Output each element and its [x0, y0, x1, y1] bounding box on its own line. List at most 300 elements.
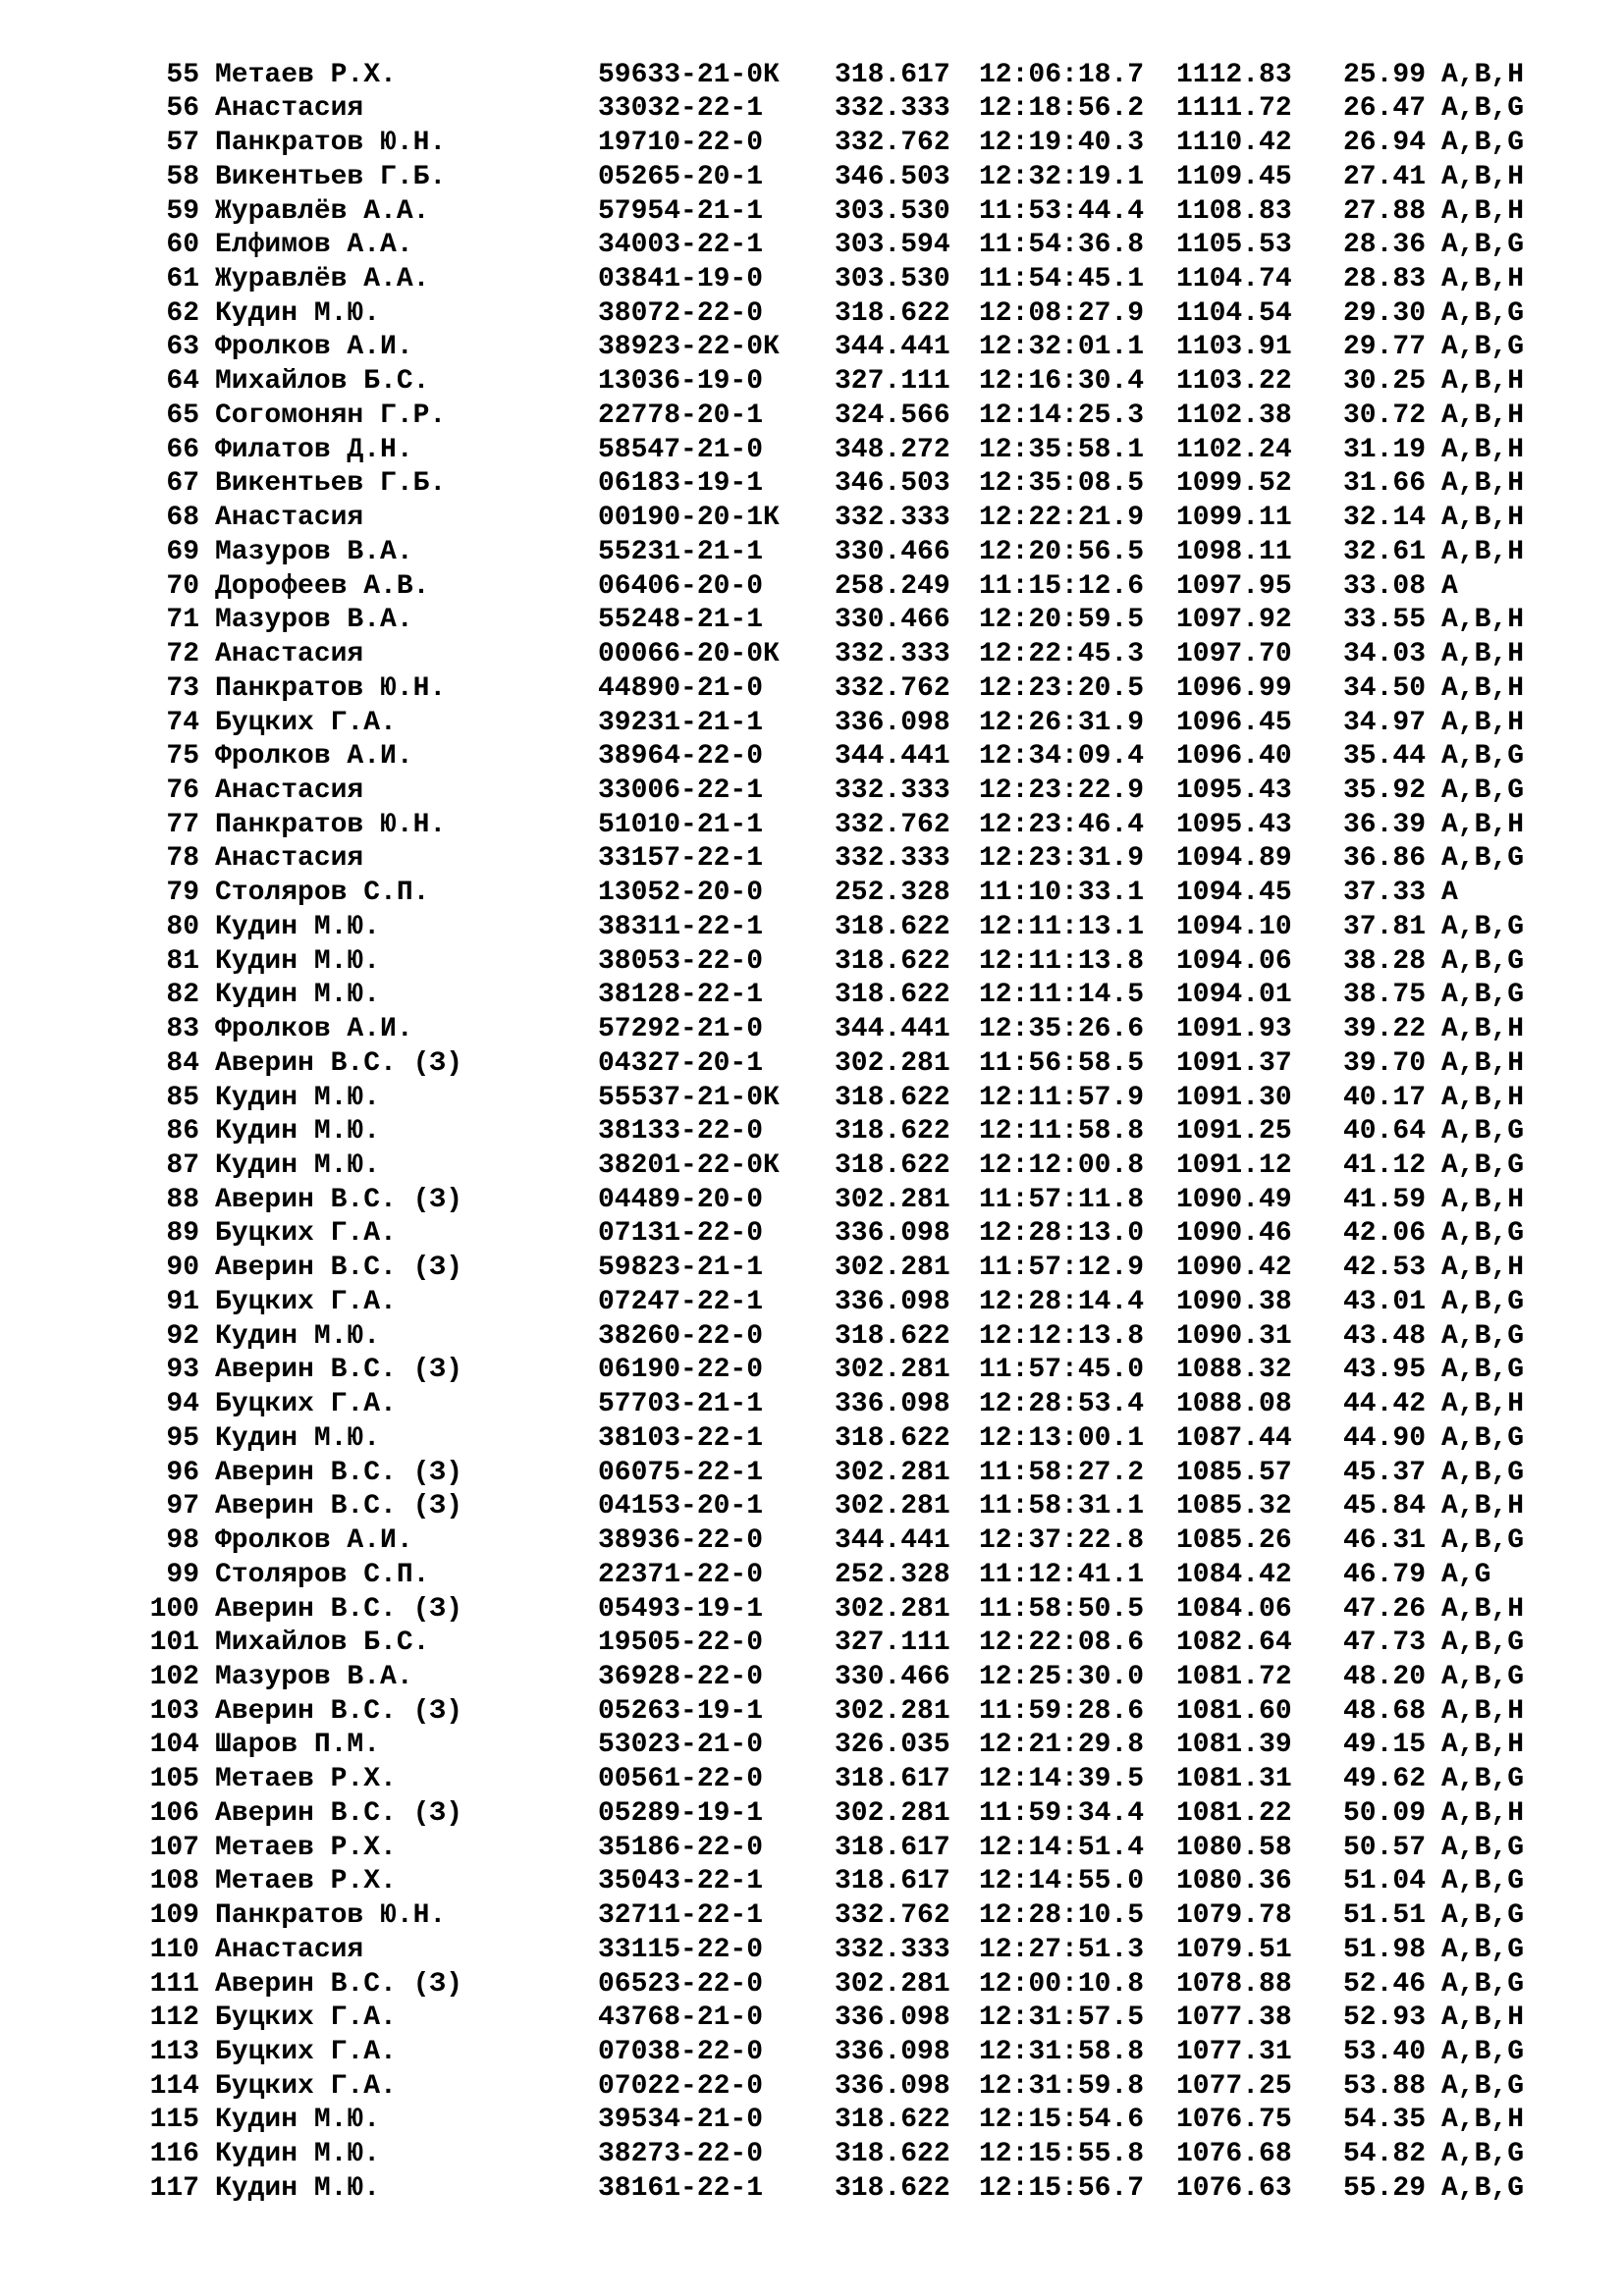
table-row	[0, 92, 1624, 127]
arrival-time: 12:35:58.1	[979, 434, 1145, 465]
arrival-time: 12:23:46.4	[979, 809, 1145, 840]
table-row	[0, 1320, 1624, 1355]
row-number: 90	[166, 1253, 199, 1284]
speed: 1099.11	[1176, 503, 1292, 534]
ring-number: 59633-21-0К	[598, 59, 780, 90]
points: 47.73	[1343, 1628, 1427, 1659]
distance: 336.098	[835, 2070, 950, 2102]
categories: A,B,H	[1441, 264, 1525, 295]
owner-name: Аверин В.С. (З)	[215, 1491, 463, 1522]
categories: A,B,H	[1441, 503, 1525, 534]
arrival-time: 11:58:50.5	[979, 1593, 1145, 1625]
distance: 302.281	[835, 1457, 950, 1488]
table-row	[0, 1457, 1624, 1491]
ring-number: 19505-22-0	[598, 1628, 764, 1659]
row-number: 113	[149, 2036, 199, 2067]
table-row	[0, 1047, 1624, 1082]
categories: A,B,H	[1441, 1491, 1525, 1522]
owner-name: Шаров П.М.	[215, 1730, 381, 1761]
arrival-time: 12:12:00.8	[979, 1150, 1145, 1181]
distance: 302.281	[835, 1695, 950, 1727]
row-number: 61	[166, 264, 199, 295]
speed: 1084.06	[1176, 1593, 1292, 1625]
speed: 1094.10	[1176, 911, 1292, 942]
categories: A,B,G	[1441, 2070, 1525, 2102]
owner-name: Анастасия	[215, 843, 364, 875]
owner-name: Аверин В.С. (З)	[215, 1047, 463, 1079]
ring-number: 38260-22-0	[598, 1320, 764, 1352]
speed: 1105.53	[1176, 230, 1292, 261]
table-row	[0, 945, 1624, 980]
categories: A,B,H	[1441, 434, 1525, 465]
categories: A,B,H	[1441, 59, 1525, 90]
owner-name: Аверин В.С. (З)	[215, 1457, 463, 1488]
row-number: 104	[149, 1730, 199, 1761]
owner-name: Анастасия	[215, 503, 364, 534]
table-row	[0, 1593, 1624, 1628]
categories: A,B,G	[1441, 1628, 1525, 1659]
distance: 252.328	[835, 1559, 950, 1590]
table-row	[0, 1524, 1624, 1559]
points: 49.62	[1343, 1764, 1427, 1795]
owner-name: Аверин В.С. (З)	[215, 1968, 463, 2000]
owner-name: Буцких Г.А.	[215, 707, 397, 738]
speed: 1079.78	[1176, 1900, 1292, 1932]
speed: 1108.83	[1176, 195, 1292, 227]
arrival-time: 11:15:12.6	[979, 570, 1145, 602]
distance: 336.098	[835, 2036, 950, 2067]
points: 48.20	[1343, 1661, 1427, 1692]
owner-name: Кудин М.Ю.	[215, 1116, 381, 1148]
distance: 346.503	[835, 468, 950, 500]
table-row	[0, 1252, 1624, 1286]
points: 29.30	[1343, 297, 1427, 329]
speed: 1085.32	[1176, 1491, 1292, 1522]
arrival-time: 12:28:14.4	[979, 1286, 1145, 1317]
arrival-time: 11:12:41.1	[979, 1559, 1145, 1590]
table-row	[0, 1490, 1624, 1524]
distance: 318.617	[835, 1764, 950, 1795]
distance: 318.617	[835, 1832, 950, 1863]
table-row	[0, 1388, 1624, 1422]
owner-name: Кудин М.Ю.	[215, 980, 381, 1011]
speed: 1103.91	[1176, 332, 1292, 363]
table-row	[0, 1149, 1624, 1184]
table-row	[0, 1695, 1624, 1730]
arrival-time: 12:00:10.8	[979, 1968, 1145, 2000]
arrival-time: 12:15:54.6	[979, 2105, 1145, 2136]
arrival-time: 12:31:59.8	[979, 2070, 1145, 2102]
speed: 1087.44	[1176, 1422, 1292, 1454]
points: 41.12	[1343, 1150, 1427, 1181]
categories: A	[1441, 570, 1458, 602]
points: 42.06	[1343, 1218, 1427, 1250]
arrival-time: 12:21:29.8	[979, 1730, 1145, 1761]
row-number: 106	[149, 1797, 199, 1829]
arrival-time: 12:34:09.4	[979, 741, 1145, 773]
distance: 344.441	[835, 1014, 950, 1045]
table-row	[0, 502, 1624, 536]
points: 43.95	[1343, 1355, 1427, 1386]
arrival-time: 12:37:22.8	[979, 1525, 1145, 1557]
row-number: 89	[166, 1218, 199, 1250]
ring-number: 38273-22-0	[598, 2139, 764, 2170]
distance: 336.098	[835, 707, 950, 738]
owner-name: Викентьев Г.Б.	[215, 468, 447, 500]
arrival-time: 11:59:34.4	[979, 1797, 1145, 1829]
speed: 1076.68	[1176, 2139, 1292, 2170]
speed: 1080.36	[1176, 1866, 1292, 1897]
owner-name: Дорофеев А.В.	[215, 570, 430, 602]
row-number: 115	[149, 2105, 199, 2136]
categories: A,B,H	[1441, 1082, 1525, 1113]
row-number: 110	[149, 1934, 199, 1965]
categories: A,B,H	[1441, 2002, 1525, 2034]
points: 26.47	[1343, 93, 1427, 125]
arrival-time: 12:28:53.4	[979, 1389, 1145, 1420]
points: 42.53	[1343, 1253, 1427, 1284]
categories: A,B,H	[1441, 2105, 1525, 2136]
arrival-time: 12:25:30.0	[979, 1661, 1145, 1692]
table-row	[0, 365, 1624, 400]
table-row	[0, 331, 1624, 365]
speed: 1081.39	[1176, 1730, 1292, 1761]
arrival-time: 12:14:55.0	[979, 1866, 1145, 1897]
categories: A,B,G	[1441, 1866, 1525, 1897]
categories: A,B,G	[1441, 2139, 1525, 2170]
points: 37.33	[1343, 878, 1427, 909]
arrival-time: 12:28:10.5	[979, 1900, 1145, 1932]
speed: 1096.99	[1176, 672, 1292, 704]
owner-name: Мазуров В.А.	[215, 605, 413, 636]
table-row	[0, 911, 1624, 945]
speed: 1091.25	[1176, 1116, 1292, 1148]
owner-name: Аверин В.С. (З)	[215, 1593, 463, 1625]
row-number: 97	[166, 1491, 199, 1522]
categories: A,B,H	[1441, 672, 1525, 704]
categories: A,B,H	[1441, 400, 1525, 431]
points: 35.44	[1343, 741, 1427, 773]
row-number: 92	[166, 1320, 199, 1352]
points: 53.40	[1343, 2036, 1427, 2067]
row-number: 59	[166, 195, 199, 227]
ring-number: 05493-19-1	[598, 1593, 764, 1625]
ring-number: 38128-22-1	[598, 980, 764, 1011]
table-row	[0, 1422, 1624, 1457]
distance: 302.281	[835, 1797, 950, 1829]
points: 40.17	[1343, 1082, 1427, 1113]
arrival-time: 12:28:13.0	[979, 1218, 1145, 1250]
arrival-time: 12:11:14.5	[979, 980, 1145, 1011]
ring-number: 43768-21-0	[598, 2002, 764, 2034]
table-row	[0, 2070, 1624, 2105]
points: 37.81	[1343, 911, 1427, 942]
row-number: 82	[166, 980, 199, 1011]
categories: A,B,G	[1441, 128, 1525, 159]
ring-number: 07247-22-1	[598, 1286, 764, 1317]
owner-name: Метаев Р.Х.	[215, 1764, 397, 1795]
owner-name: Анастасия	[215, 1934, 364, 1965]
speed: 1081.72	[1176, 1661, 1292, 1692]
ring-number: 07038-22-0	[598, 2036, 764, 2067]
row-number: 94	[166, 1389, 199, 1420]
distance: 302.281	[835, 1047, 950, 1079]
owner-name: Журавлёв А.А.	[215, 195, 430, 227]
distance: 318.617	[835, 59, 950, 90]
arrival-time: 12:35:08.5	[979, 468, 1145, 500]
ring-number: 33032-22-1	[598, 93, 764, 125]
points: 43.01	[1343, 1286, 1427, 1317]
arrival-time: 12:08:27.9	[979, 297, 1145, 329]
row-number: 65	[166, 400, 199, 431]
table-row	[0, 1832, 1624, 1866]
speed: 1080.58	[1176, 1832, 1292, 1863]
row-number: 60	[166, 230, 199, 261]
arrival-time: 12:23:31.9	[979, 843, 1145, 875]
owner-name: Панкратов Ю.Н.	[215, 809, 447, 840]
categories: A,B,H	[1441, 605, 1525, 636]
points: 33.08	[1343, 570, 1427, 602]
distance: 318.622	[835, 2172, 950, 2204]
owner-name: Мазуров В.А.	[215, 536, 413, 567]
points: 44.42	[1343, 1389, 1427, 1420]
arrival-time: 12:31:58.8	[979, 2036, 1145, 2067]
owner-name: Буцких Г.А.	[215, 1286, 397, 1317]
table-row	[0, 1934, 1624, 1968]
row-number: 114	[149, 2070, 199, 2102]
arrival-time: 12:16:30.4	[979, 366, 1145, 398]
categories: A,B,G	[1441, 2172, 1525, 2204]
speed: 1091.37	[1176, 1047, 1292, 1079]
speed: 1082.64	[1176, 1628, 1292, 1659]
row-number: 116	[149, 2139, 199, 2170]
owner-name: Столяров С.П.	[215, 878, 430, 909]
row-number: 99	[166, 1559, 199, 1590]
points: 39.70	[1343, 1047, 1427, 1079]
distance: 303.594	[835, 230, 950, 261]
categories: A,B,G	[1441, 1116, 1525, 1148]
points: 52.93	[1343, 2002, 1427, 2034]
ring-number: 04153-20-1	[598, 1491, 764, 1522]
speed: 1081.22	[1176, 1797, 1292, 1829]
row-number: 64	[166, 366, 199, 398]
owner-name: Кудин М.Ю.	[215, 297, 381, 329]
distance: 302.281	[835, 1355, 950, 1386]
ring-number: 13052-20-0	[598, 878, 764, 909]
owner-name: Елфимов А.А.	[215, 230, 413, 261]
ring-number: 39231-21-1	[598, 707, 764, 738]
categories: A,B,H	[1441, 1389, 1525, 1420]
categories: A,B,G	[1441, 911, 1525, 942]
row-number: 103	[149, 1695, 199, 1727]
categories: A,B,H	[1441, 639, 1525, 670]
arrival-time: 12:11:58.8	[979, 1116, 1145, 1148]
distance: 330.466	[835, 536, 950, 567]
distance: 332.762	[835, 1900, 950, 1932]
distance: 332.333	[835, 843, 950, 875]
table-row	[0, 1559, 1624, 1593]
points: 54.82	[1343, 2139, 1427, 2170]
speed: 1112.83	[1176, 59, 1292, 90]
points: 32.61	[1343, 536, 1427, 567]
ring-number: 00066-20-0К	[598, 639, 780, 670]
distance: 318.622	[835, 980, 950, 1011]
row-number: 63	[166, 332, 199, 363]
points: 47.26	[1343, 1593, 1427, 1625]
distance: 318.622	[835, 911, 950, 942]
distance: 258.249	[835, 570, 950, 602]
points: 40.64	[1343, 1116, 1427, 1148]
ring-number: 06183-19-1	[598, 468, 764, 500]
row-number: 91	[166, 1286, 199, 1317]
owner-name: Кудин М.Ю.	[215, 2105, 381, 2136]
categories: A,B,G	[1441, 297, 1525, 329]
owner-name: Филатов Д.Н.	[215, 434, 413, 465]
table-row	[0, 2172, 1624, 2207]
points: 38.75	[1343, 980, 1427, 1011]
arrival-time: 12:20:59.5	[979, 605, 1145, 636]
owner-name: Фролков А.И.	[215, 332, 413, 363]
row-number: 86	[166, 1116, 199, 1148]
owner-name: Кудин М.Ю.	[215, 945, 381, 977]
table-row	[0, 229, 1624, 263]
row-number: 109	[149, 1900, 199, 1932]
categories: A,B,G	[1441, 1900, 1525, 1932]
table-row	[0, 1286, 1624, 1320]
speed: 1077.25	[1176, 2070, 1292, 2102]
owner-name: Кудин М.Ю.	[215, 1150, 381, 1181]
table-row	[0, 536, 1624, 570]
speed: 1076.75	[1176, 2105, 1292, 2136]
distance: 302.281	[835, 1253, 950, 1284]
ring-number: 00190-20-1К	[598, 503, 780, 534]
ring-number: 38923-22-0К	[598, 332, 780, 363]
categories: A,B,H	[1441, 195, 1525, 227]
categories: A,B,G	[1441, 1525, 1525, 1557]
points: 36.86	[1343, 843, 1427, 875]
ring-number: 51010-21-1	[598, 809, 764, 840]
speed: 1094.01	[1176, 980, 1292, 1011]
table-row	[0, 1013, 1624, 1047]
distance: 336.098	[835, 2002, 950, 2034]
owner-name: Фролков А.И.	[215, 1525, 413, 1557]
row-number: 87	[166, 1150, 199, 1181]
speed: 1085.57	[1176, 1457, 1292, 1488]
distance: 318.622	[835, 1116, 950, 1148]
ring-number: 33115-22-0	[598, 1934, 764, 1965]
arrival-time: 12:14:51.4	[979, 1832, 1145, 1863]
owner-name: Аверин В.С. (З)	[215, 1253, 463, 1284]
arrival-time: 12:26:31.9	[979, 707, 1145, 738]
arrival-time: 12:22:21.9	[979, 503, 1145, 534]
ring-number: 59823-21-1	[598, 1253, 764, 1284]
points: 34.03	[1343, 639, 1427, 670]
owner-name: Метаев Р.Х.	[215, 1866, 397, 1897]
distance: 332.333	[835, 503, 950, 534]
table-row	[0, 297, 1624, 332]
row-number: 117	[149, 2172, 199, 2204]
arrival-time: 11:58:27.2	[979, 1457, 1145, 1488]
arrival-time: 11:54:45.1	[979, 264, 1145, 295]
table-row	[0, 979, 1624, 1013]
owner-name: Викентьев Г.Б.	[215, 161, 447, 192]
speed: 1094.06	[1176, 945, 1292, 977]
distance: 302.281	[835, 1184, 950, 1215]
row-number: 68	[166, 503, 199, 534]
categories: A,B,G	[1441, 93, 1525, 125]
speed: 1090.38	[1176, 1286, 1292, 1317]
categories: A,B,H	[1441, 1593, 1525, 1625]
table-row	[0, 1217, 1624, 1252]
distance: 303.530	[835, 195, 950, 227]
speed: 1077.38	[1176, 2002, 1292, 2034]
distance: 330.466	[835, 605, 950, 636]
arrival-time: 12:12:13.8	[979, 1320, 1145, 1352]
row-number: 96	[166, 1457, 199, 1488]
categories: A,B,G	[1441, 774, 1525, 806]
ring-number: 36928-22-0	[598, 1661, 764, 1692]
distance: 330.466	[835, 1661, 950, 1692]
ring-number: 22371-22-0	[598, 1559, 764, 1590]
distance: 332.762	[835, 672, 950, 704]
arrival-time: 12:18:56.2	[979, 93, 1145, 125]
points: 34.50	[1343, 672, 1427, 704]
table-row	[0, 672, 1624, 707]
speed: 1096.45	[1176, 707, 1292, 738]
categories: A,B,G	[1441, 230, 1525, 261]
speed: 1090.46	[1176, 1218, 1292, 1250]
owner-name: Анастасия	[215, 774, 364, 806]
arrival-time: 12:19:40.3	[979, 128, 1145, 159]
categories: A,B,G	[1441, 980, 1525, 1011]
points: 32.14	[1343, 503, 1427, 534]
row-number: 66	[166, 434, 199, 465]
categories: A,B,H	[1441, 366, 1525, 398]
categories: A,B,G	[1441, 945, 1525, 977]
table-row	[0, 774, 1624, 809]
categories: A,B,G	[1441, 1218, 1525, 1250]
owner-name: Метаев Р.Х.	[215, 59, 397, 90]
ring-number: 06190-22-0	[598, 1355, 764, 1386]
points: 54.35	[1343, 2105, 1427, 2136]
categories: A,B,G	[1441, 1457, 1525, 1488]
owner-name: Кудин М.Ю.	[215, 2139, 381, 2170]
table-row	[0, 1797, 1624, 1832]
ring-number: 38103-22-1	[598, 1422, 764, 1454]
speed: 1103.22	[1176, 366, 1292, 398]
ring-number: 58547-21-0	[598, 434, 764, 465]
distance: 332.333	[835, 1934, 950, 1965]
row-number: 72	[166, 639, 199, 670]
table-row	[0, 2002, 1624, 2036]
categories: A,B,H	[1441, 1695, 1525, 1727]
row-number: 69	[166, 536, 199, 567]
points: 53.88	[1343, 2070, 1427, 2102]
ring-number: 35186-22-0	[598, 1832, 764, 1863]
ring-number: 33157-22-1	[598, 843, 764, 875]
owner-name: Буцких Г.А.	[215, 2036, 397, 2067]
distance: 318.622	[835, 1422, 950, 1454]
points: 33.55	[1343, 605, 1427, 636]
distance: 332.333	[835, 774, 950, 806]
speed: 1088.32	[1176, 1355, 1292, 1386]
owner-name: Михайлов Б.С.	[215, 1628, 430, 1659]
points: 38.28	[1343, 945, 1427, 977]
speed: 1094.89	[1176, 843, 1292, 875]
categories: A,B,G	[1441, 1832, 1525, 1863]
arrival-time: 12:14:39.5	[979, 1764, 1145, 1795]
arrival-time: 12:31:57.5	[979, 2002, 1145, 2034]
